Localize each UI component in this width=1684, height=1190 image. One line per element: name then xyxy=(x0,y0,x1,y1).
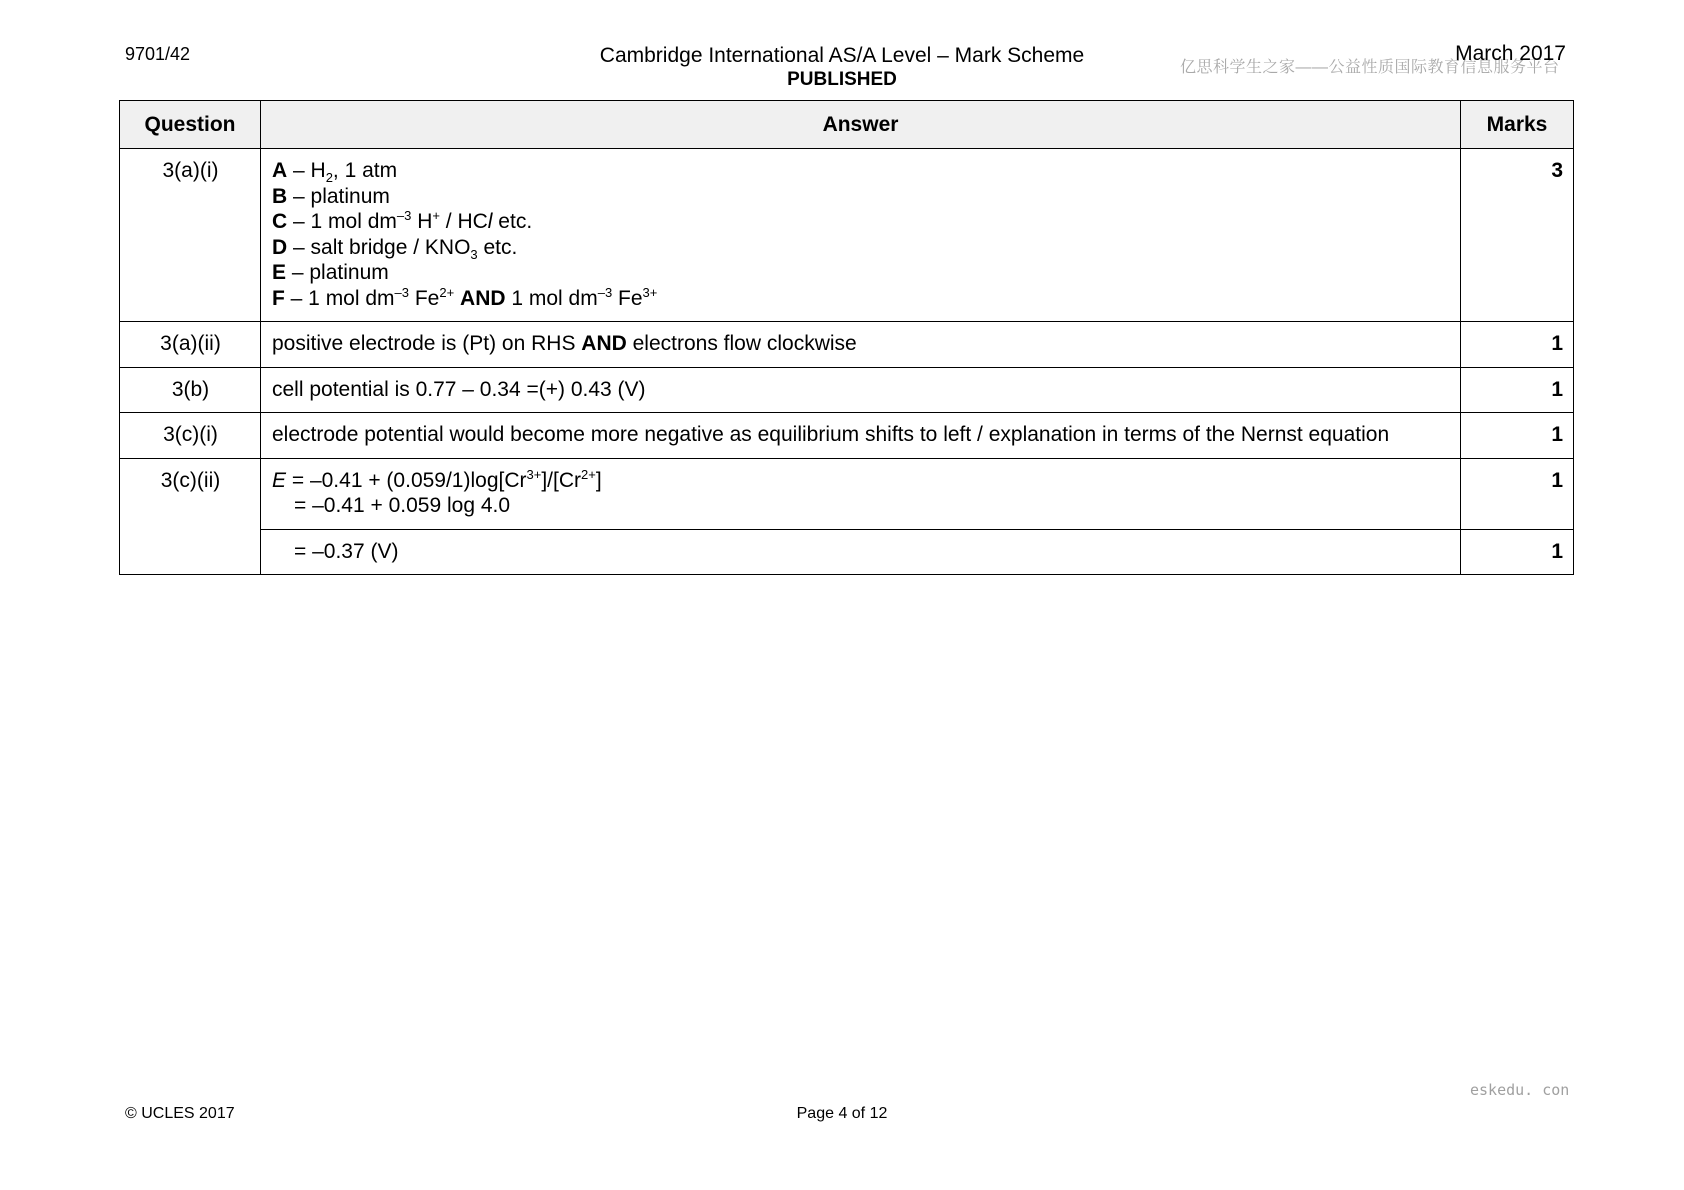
answer-cell xyxy=(261,149,1461,322)
answer-text: Fe xyxy=(409,286,440,310)
answer-text: etc. xyxy=(477,235,518,259)
table-row xyxy=(120,458,1574,529)
answer-line xyxy=(272,158,1450,184)
answer-text: H xyxy=(411,210,433,233)
col-header-question: Question xyxy=(120,101,261,149)
col-header-marks: Marks xyxy=(1461,101,1574,149)
superscript: 2+ xyxy=(581,466,596,482)
answer-line xyxy=(272,493,1450,519)
exam-date: March 2017 xyxy=(1455,42,1566,65)
answer-text: B xyxy=(272,184,288,208)
answer-line xyxy=(272,209,1450,235)
superscript: –3 xyxy=(597,284,613,300)
answer-text: Fe xyxy=(612,286,643,310)
answer-text: – platinum xyxy=(287,184,390,208)
table-row xyxy=(120,322,1574,368)
answer-line xyxy=(272,286,1450,312)
table-header-row xyxy=(120,101,1574,149)
question-cell: 3(a)(ii) xyxy=(120,322,261,368)
question-cell: 3(a)(i) xyxy=(120,149,261,322)
answer-cell xyxy=(261,529,1461,575)
watermark-text: 亿思科学生之家——公益性质国际教育信息服务平台 xyxy=(1180,59,1560,76)
superscript: 3+ xyxy=(526,466,542,482)
marks-cell: 3 xyxy=(1461,149,1574,322)
marks-cell: 1 xyxy=(1461,458,1574,529)
answer-text: cell potential is 0.77 – 0.34 =(+) 0.43 (V) xyxy=(272,377,646,401)
answer-text: , 1 atm xyxy=(332,159,398,182)
site-watermark: eskedu. con xyxy=(1470,1081,1570,1099)
superscript: 2+ xyxy=(439,284,455,300)
answer-text: AND xyxy=(581,332,627,355)
marks-cell: 1 xyxy=(1461,322,1574,368)
answer-line xyxy=(272,468,1450,494)
answer-text: 1 mol dm xyxy=(505,286,598,310)
answer-text: C xyxy=(272,210,288,233)
superscript: –3 xyxy=(394,284,410,300)
document-title: Cambridge International AS/A Level – Mark Scheme xyxy=(599,44,1085,67)
answer-text: = –0.41 + 0.059 log 4.0 xyxy=(294,494,511,517)
answer-text: A xyxy=(272,159,288,182)
superscript: 3+ xyxy=(642,284,658,300)
answer-text: l xyxy=(487,210,493,233)
answer-line xyxy=(272,422,1450,448)
answer-line xyxy=(272,377,1450,403)
answer-text: AND xyxy=(460,286,506,310)
answer-text: etc. xyxy=(492,210,533,233)
answer-text: ]/[Cr xyxy=(541,468,582,492)
col-header-answer: Answer xyxy=(261,101,1461,149)
answer-text: E xyxy=(272,261,287,284)
question-cell: 3(c)(i) xyxy=(120,413,261,459)
answer-text: / HC xyxy=(439,210,488,233)
question-cell: 3(c)(ii) xyxy=(120,458,261,575)
answer-text: – salt bridge / KNO xyxy=(287,235,471,259)
paper-code: 9701/42 xyxy=(125,44,191,64)
table-row xyxy=(120,529,1574,575)
marks-cell: 1 xyxy=(1461,529,1574,575)
answer-line xyxy=(272,184,1450,210)
table-row xyxy=(120,413,1574,459)
answer-cell xyxy=(261,367,1461,413)
page-number: Page 4 of 12 xyxy=(796,1105,888,1122)
answer-text: positive electrode is (Pt) on RHS xyxy=(272,332,582,355)
answer-text: – 1 mol dm xyxy=(284,286,395,310)
answer-text: – platinum xyxy=(286,261,389,284)
answer-line xyxy=(272,331,1450,357)
marks-cell: 1 xyxy=(1461,413,1574,459)
published-label: PUBLISHED xyxy=(787,69,897,90)
answer-cell xyxy=(261,322,1461,368)
answer-text: – H xyxy=(287,159,326,182)
answer-text: E xyxy=(272,468,287,492)
question-cell: 3(b) xyxy=(120,367,261,413)
answer-text: – 1 mol dm xyxy=(287,210,397,233)
answer-text: = –0.37 (V) xyxy=(294,539,399,563)
subscript: 3 xyxy=(470,246,478,262)
table-body xyxy=(120,149,1574,575)
superscript: + xyxy=(432,208,440,223)
answer-text: F xyxy=(272,286,285,310)
answer-text: electrons flow clockwise xyxy=(626,332,857,355)
answer-cell xyxy=(261,458,1461,529)
answer-text: ] xyxy=(595,468,602,492)
answer-text: electrode potential would become more negative as equilibrium shifts to left / explanation in terms of the Nernst equation xyxy=(272,423,1390,446)
answer-line xyxy=(272,235,1450,261)
subscript: 2 xyxy=(325,170,333,186)
marks-cell: 1 xyxy=(1461,367,1574,413)
answer-line xyxy=(272,260,1450,286)
answer-cell xyxy=(261,413,1461,459)
table-row xyxy=(120,149,1574,322)
answer-text: = –0.41 + (0.059/1)log[Cr xyxy=(286,468,527,492)
mark-scheme-table xyxy=(119,100,1574,575)
answer-line xyxy=(272,539,1450,565)
copyright: © UCLES 2017 xyxy=(125,1105,235,1122)
answer-text: D xyxy=(272,235,288,259)
superscript: –3 xyxy=(396,208,412,223)
table-row xyxy=(120,367,1574,413)
